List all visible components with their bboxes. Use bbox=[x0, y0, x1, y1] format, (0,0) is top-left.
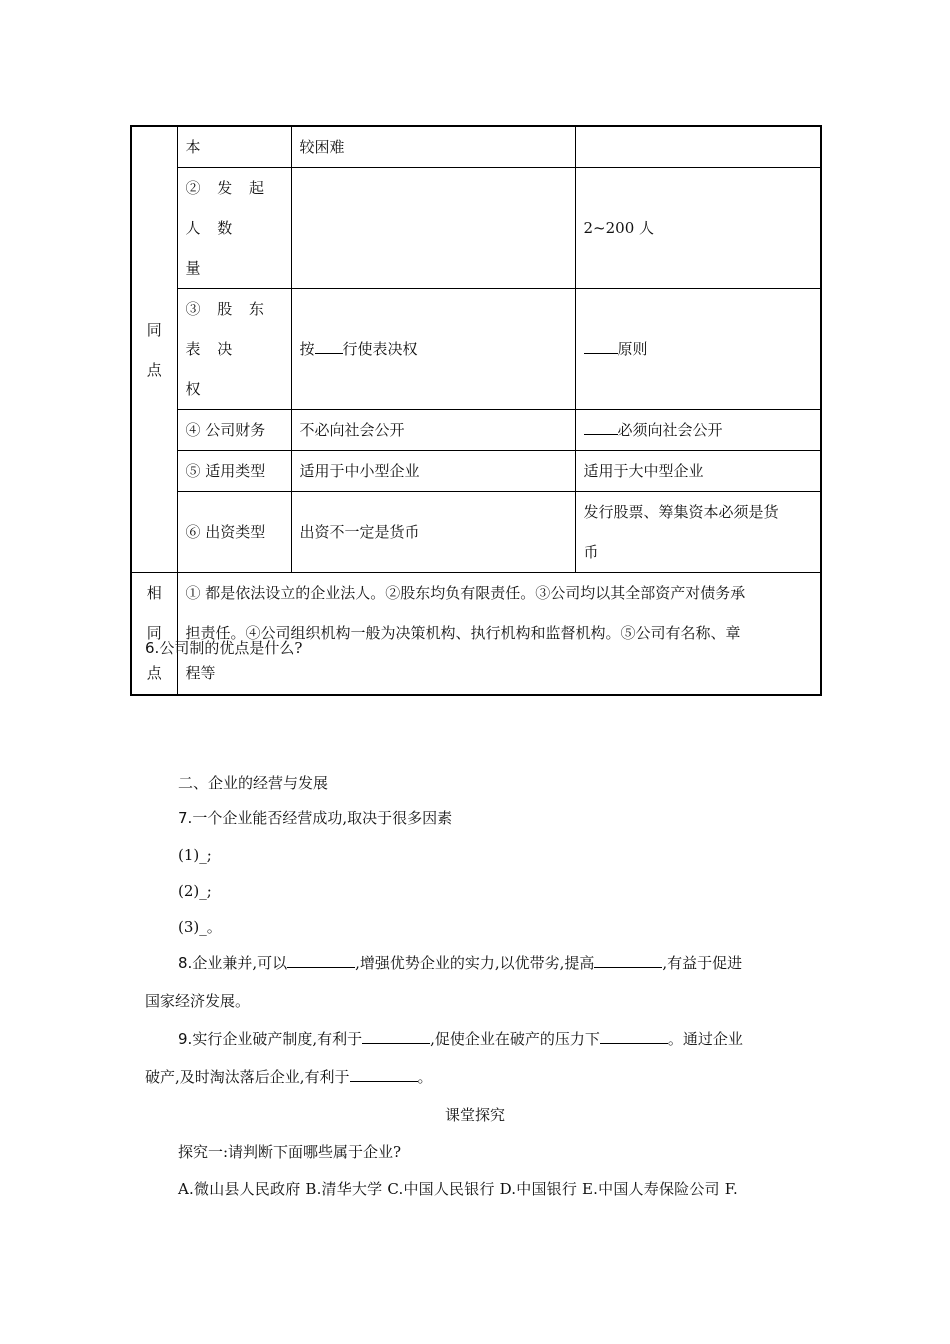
options-line: A.微山县人民政府 B.清华大学 C.中国人民银行 D.中国银行 E.中国人寿保险公司 F. bbox=[178, 1180, 738, 1198]
same-points-line: ① 都是依法设立的企业法人。②股东均负有限责任。③公司均以其全部资产对债务承 bbox=[185, 584, 746, 603]
question-8 bbox=[178, 953, 742, 973]
limited-company-cell: 不必向社会公开 bbox=[291, 410, 575, 451]
question-number: 7. bbox=[178, 809, 193, 827]
joint-stock-cell bbox=[575, 289, 821, 410]
section-heading: 二、企业的经营与发展 bbox=[178, 774, 329, 792]
question-7 bbox=[178, 808, 452, 828]
same-label-char: 同 bbox=[146, 624, 162, 643]
joint-stock-cell bbox=[575, 492, 821, 573]
item-cell: ⑥ 出资类型 bbox=[177, 492, 291, 573]
table-row bbox=[131, 126, 821, 168]
limited-company-cell bbox=[291, 168, 575, 289]
same-points-cell bbox=[177, 573, 821, 695]
question-8-continued: 国家经济发展。 bbox=[145, 992, 251, 1010]
table-row bbox=[131, 168, 821, 289]
table-row bbox=[131, 289, 821, 410]
cell-text: 必须向社会公开 bbox=[617, 421, 723, 439]
limited-company-cell: 出资不一定是货币 bbox=[291, 492, 575, 573]
question-text: 。通过企业 bbox=[667, 1030, 743, 1048]
item-line: 权 bbox=[185, 380, 201, 398]
question-text: ,有益于促进 bbox=[662, 954, 743, 972]
limited-company-cell: 较困难 bbox=[291, 126, 575, 168]
fill-blank[interactable] bbox=[584, 353, 618, 354]
explore-question: 探究一:请判断下面哪些属于企业? bbox=[178, 1143, 402, 1161]
joint-stock-cell bbox=[575, 126, 821, 168]
question-text: 企业兼并,可以 bbox=[192, 954, 288, 972]
diff-label-char: 点 bbox=[146, 360, 162, 379]
question-text: ,增强优势企业的实力,以优带劣,提高 bbox=[355, 954, 595, 972]
cell-line: 币 bbox=[583, 543, 599, 561]
classroom-heading: 课堂探究 bbox=[444, 1106, 505, 1124]
fill-blank[interactable] bbox=[350, 1081, 418, 1082]
fill-blank[interactable] bbox=[600, 1043, 668, 1044]
question-text: 。 bbox=[417, 1068, 433, 1086]
question-text: 破产,及时淘汰落后企业,有利于 bbox=[145, 1068, 350, 1086]
question-text: 公司制的优点是什么? bbox=[159, 639, 303, 657]
answer-item: (1)_; bbox=[178, 846, 212, 864]
joint-stock-cell bbox=[575, 410, 821, 451]
diff-label-char: 同 bbox=[146, 320, 162, 339]
question-text: 实行企业破产制度,有利于 bbox=[192, 1030, 363, 1048]
table-row bbox=[131, 492, 821, 573]
same-label-cell bbox=[131, 573, 177, 695]
cell-text: 按 bbox=[299, 340, 315, 358]
question-text: ,促使企业在破产的压力下 bbox=[430, 1030, 600, 1048]
same-points-line: 担责任。④公司组织机构一般为决策机构、执行机构和监督机构。⑤公司有名称、章 bbox=[185, 624, 741, 643]
table-row bbox=[131, 573, 821, 695]
table-row bbox=[131, 451, 821, 492]
item-cell: ④ 公司财务 bbox=[177, 410, 291, 451]
table-row bbox=[131, 410, 821, 451]
item-cell bbox=[177, 168, 291, 289]
cell-line: 发行股票、筹集资本必须是货 bbox=[583, 503, 779, 521]
fill-blank[interactable] bbox=[287, 967, 355, 968]
item-cell bbox=[177, 289, 291, 410]
same-points-line: 程等 bbox=[185, 664, 216, 683]
question-text: 一个企业能否经营成功,取决于很多因素 bbox=[192, 809, 453, 827]
joint-stock-cell: 适用于大中型企业 bbox=[575, 451, 821, 492]
same-label-char: 点 bbox=[146, 664, 162, 683]
limited-company-cell bbox=[291, 289, 575, 410]
question-number: 8. bbox=[178, 954, 193, 972]
item-cell: ⑤ 适用类型 bbox=[177, 451, 291, 492]
fill-blank[interactable] bbox=[362, 1043, 430, 1044]
item-line: 量 bbox=[185, 259, 201, 277]
same-label-char: 相 bbox=[146, 584, 162, 603]
cell-text: 原则 bbox=[617, 340, 648, 358]
fill-blank[interactable] bbox=[594, 967, 662, 968]
cell-text: 行使表决权 bbox=[342, 340, 418, 358]
question-number: 9. bbox=[178, 1030, 193, 1048]
question-6 bbox=[145, 638, 302, 658]
answer-item: (2)_; bbox=[178, 882, 212, 900]
question-number: 6. bbox=[145, 639, 160, 657]
item-cell: 本 bbox=[177, 126, 291, 168]
fill-blank[interactable] bbox=[315, 353, 343, 354]
comparison-table bbox=[130, 125, 822, 696]
question-9 bbox=[178, 1029, 743, 1049]
diff-label-cell bbox=[131, 126, 177, 573]
fill-blank[interactable] bbox=[584, 434, 618, 435]
item-line: ② 发 起 人 数 bbox=[185, 179, 271, 237]
question-9-continued bbox=[145, 1067, 433, 1087]
limited-company-cell: 适用于中小型企业 bbox=[291, 451, 575, 492]
answer-item: (3)_。 bbox=[178, 918, 222, 936]
item-line: ③ 股 东 表 决 bbox=[185, 300, 271, 358]
joint-stock-cell: 2~200 人 bbox=[575, 168, 821, 289]
